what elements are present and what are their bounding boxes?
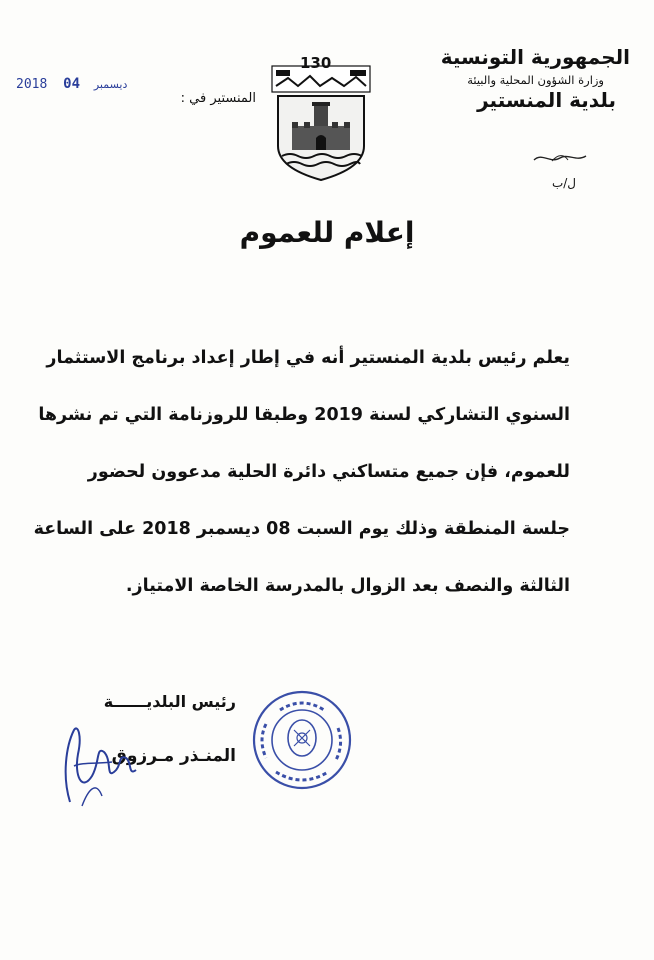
date-stamp-month: ديسمبر bbox=[93, 78, 128, 91]
handwritten-signature bbox=[52, 706, 172, 816]
flourish-ornament-icon bbox=[532, 148, 588, 168]
date-stamp-day: 04 bbox=[63, 76, 80, 92]
place-date-label: المنستير في : bbox=[180, 91, 256, 106]
body-line: الثالثة والنصف بعد الزوال بالمدرسة الخاصة الامتياز. bbox=[125, 576, 570, 596]
reference-number: ل/ب bbox=[551, 176, 576, 190]
signatory-name: المنـذر مـرزوق bbox=[111, 746, 236, 766]
body-line: للعموم، فإن جميع متساكني دائرة الحلية مدعوون لحضور bbox=[87, 462, 570, 482]
body-line: يعلم رئيس بلدية المنستير أنه في إطار إعداد برنامج الاستثمار bbox=[46, 348, 570, 368]
municipality-name: بلدية المنستير bbox=[477, 88, 616, 112]
date-stamp-year: 2018 bbox=[16, 77, 48, 92]
date-line bbox=[16, 76, 256, 106]
signatory-title: رئيس البلديــــــة bbox=[103, 692, 236, 711]
date-stamp bbox=[16, 76, 127, 92]
republic-name: الجمهورية التونسية bbox=[440, 45, 630, 69]
body-line: السنوي التشاركي لسنة 2019 وطبقا للروزنامة التي تم نشرها bbox=[38, 405, 570, 425]
body-line: جلسة المنطقة وذلك يوم السبت 08 ديسمبر 2018 على الساعة bbox=[33, 519, 570, 539]
castle-emblem-icon bbox=[268, 56, 374, 184]
notice-body bbox=[33, 330, 570, 615]
emblem-anniversary: 130 bbox=[300, 54, 332, 72]
municipality-emblem bbox=[268, 56, 374, 184]
ministry-name: وزارة الشؤون المحلية والبيئة bbox=[467, 73, 604, 87]
letterhead bbox=[370, 44, 630, 112]
official-seal-icon bbox=[250, 688, 354, 792]
document-title: إعلام للعموم bbox=[239, 216, 415, 249]
